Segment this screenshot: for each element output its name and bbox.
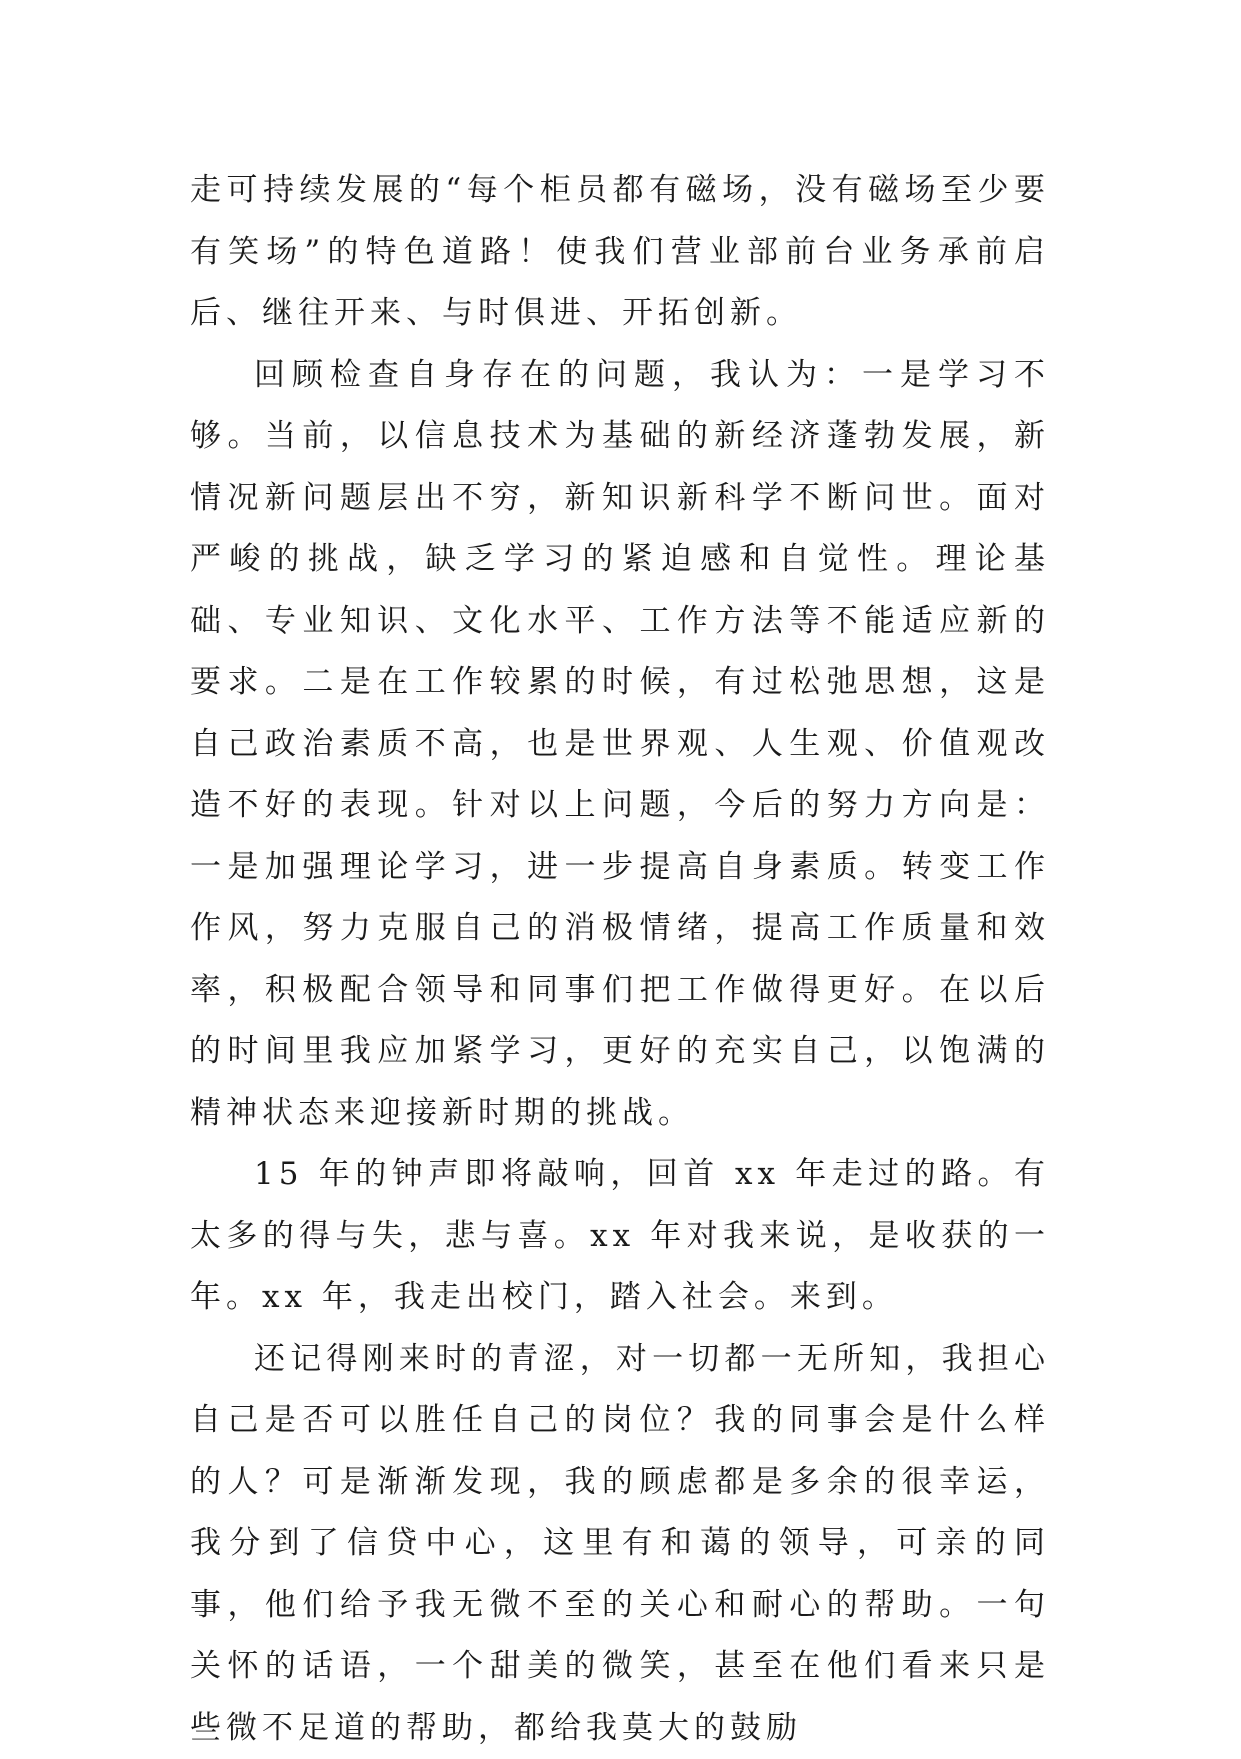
paragraph-2: 回顾检查自身存在的问题，我认为：一是学习不够。当前，以信息技术为基础的新经济蓬勃发展，新情况新问题层出不穷，新知识新科学不断问世。面对严峻的挑战，缺乏学习的紧迫感和自觉性。理论基础、专业知识、文化水平、工作方法等不能适应新的要求。二是在工作较累的时候，有过松弛思想，这是自己政治素质不高，也是世界观、人生观、价值观改造不好的表现。针对以上问题，今后的努力方向是：一是加强理论学习，进一步提高自身素质。转变工作作风，努力克服自己的消极情绪，提高工作质量和效率，积极配合领导和同事们把工作做得更好。在以后的时间里我应加紧学习，更好的充实自己，以饱满的精神状态来迎接新时期的挑战。 [190, 345, 1050, 1145]
paragraph-3: 15 年的钟声即将敲响，回首 xx 年走过的路。有太多的得与失，悲与喜。xx 年对我来说，是收获的一年。xx 年，我走出校门，踏入社会。来到。 [190, 1144, 1050, 1329]
document-body [190, 160, 1050, 1759]
paragraph-1: 走可持续发展的“每个柜员都有磁场，没有磁场至少要有笑场”的特色道路！使我们营业部前台业务承前启后、继往开来、与时俱进、开拓创新。 [190, 160, 1050, 345]
paragraph-4: 还记得刚来时的青涩，对一切都一无所知，我担心自己是否可以胜任自己的岗位？我的同事会是什么样的人？可是渐渐发现，我的顾虑都是多余的很幸运，我分到了信贷中心，这里有和蔼的领导，可亲的同事，他们给予我无微不至的关心和耐心的帮助。一句关怀的话语，一个甜美的微笑，甚至在他们看来只是些微不足道的帮助，都给我莫大的鼓励 [190, 1329, 1050, 1759]
